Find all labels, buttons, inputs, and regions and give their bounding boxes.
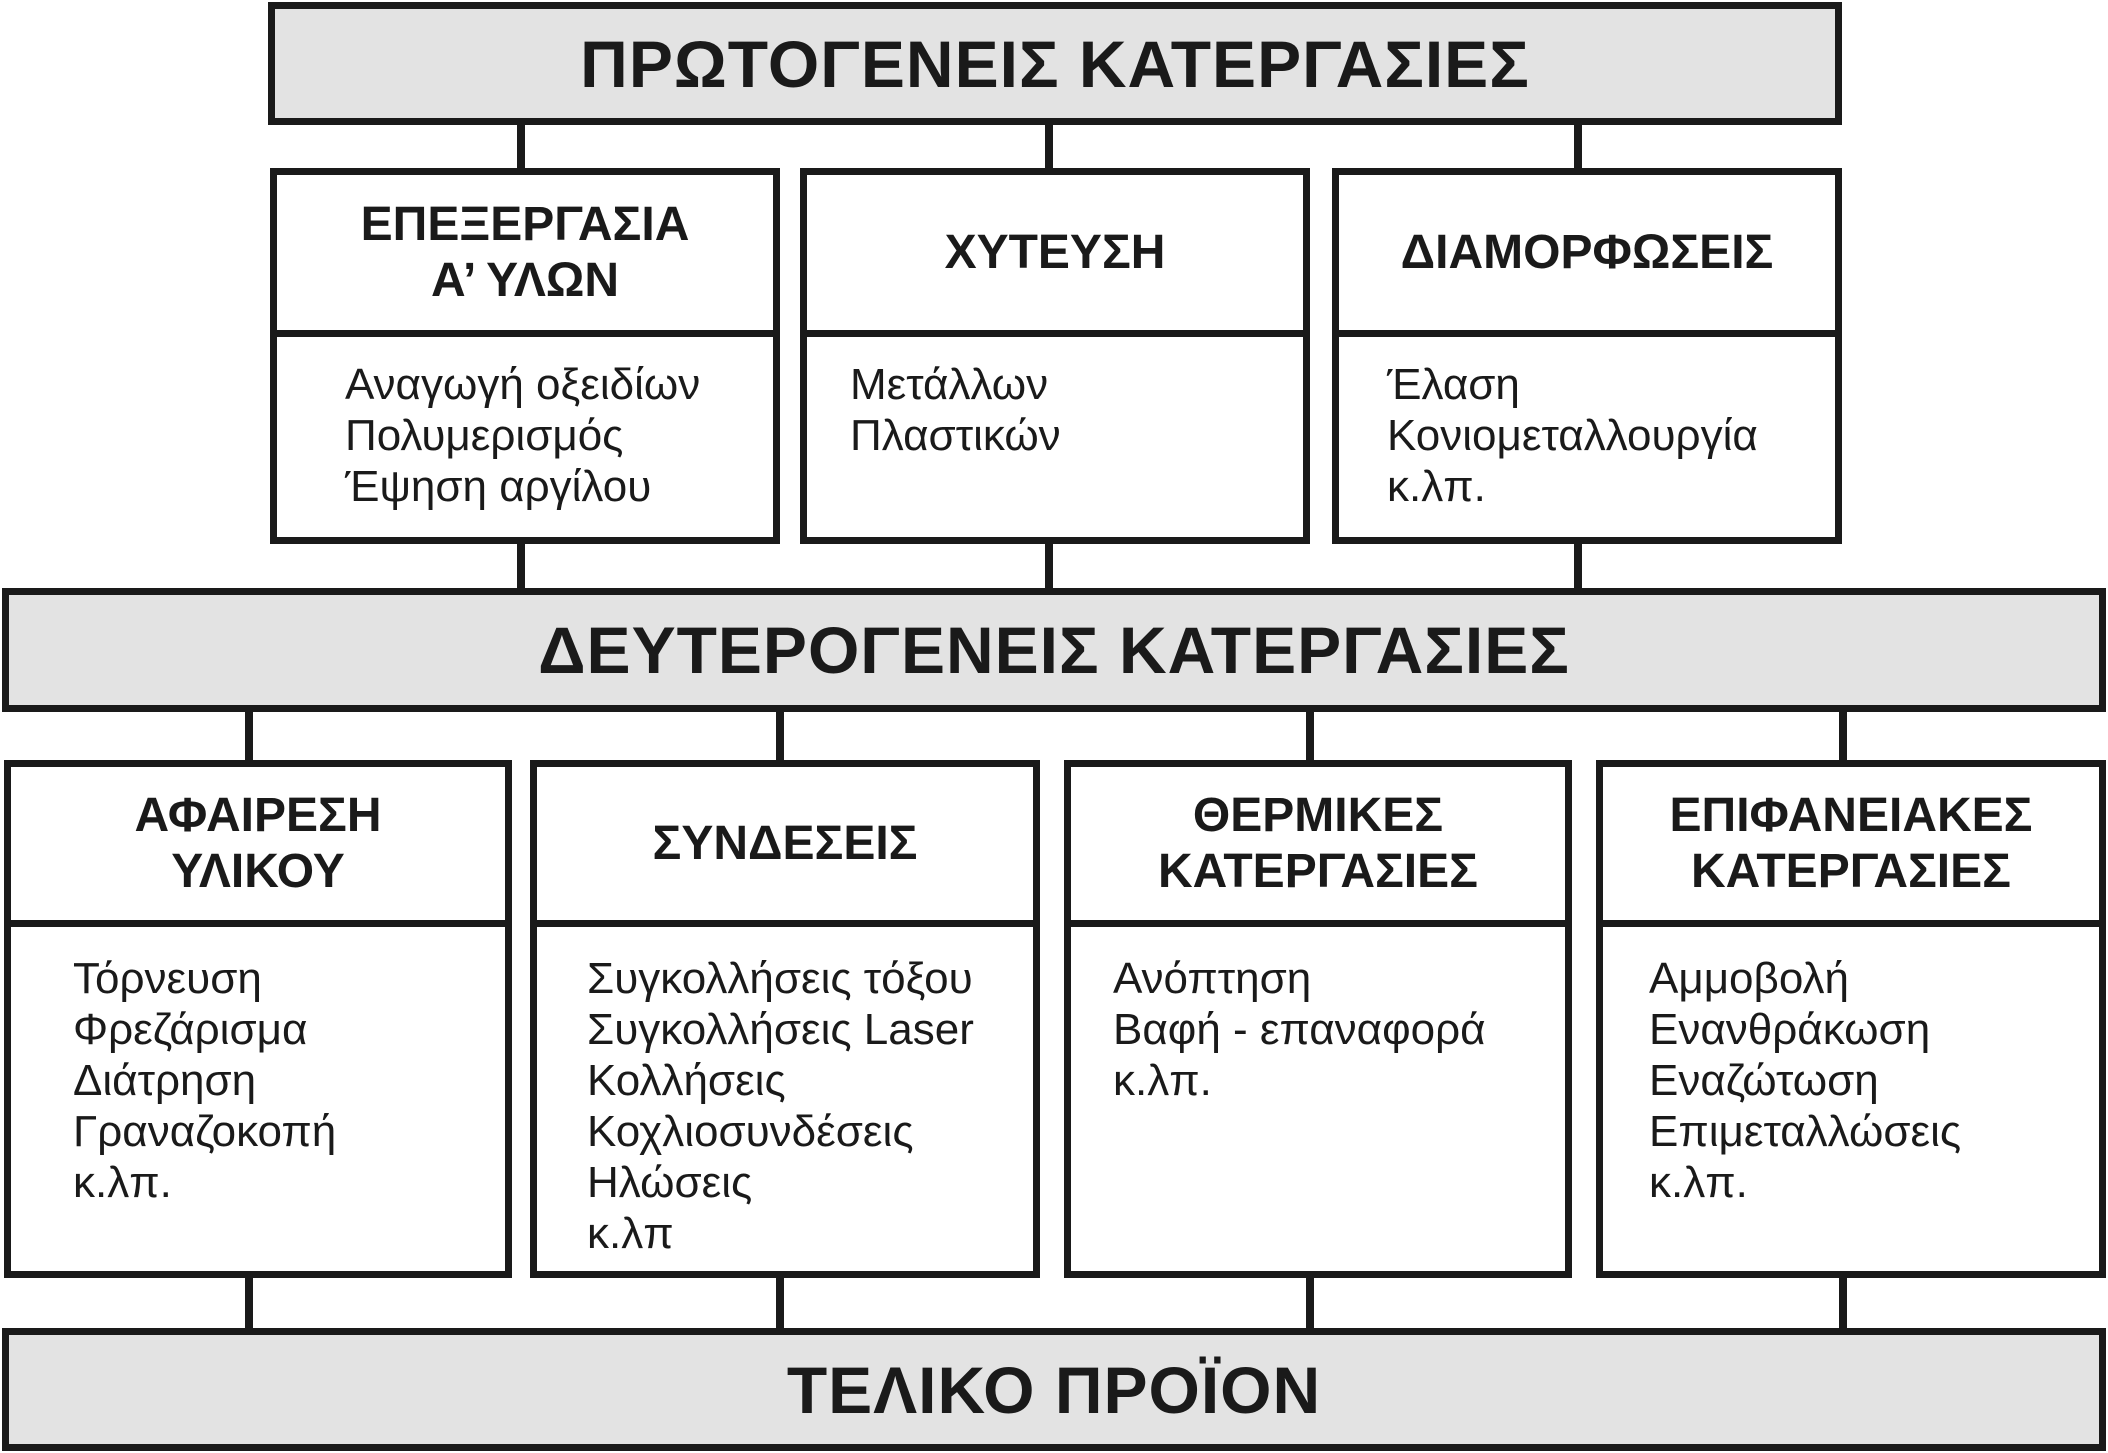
list-item: Επιμεταλλώσεις (1649, 1107, 1962, 1156)
list-item: Εναζώτωση (1649, 1056, 1879, 1105)
box-material-removal (4, 760, 512, 1278)
list-item: Έλαση (1387, 360, 1520, 409)
primary-processes-bar (268, 2, 1842, 125)
secondary-processes-title: ΔΕΥΤΕΡΟΓΕΝΕΙΣ ΚΑΤΕΡΓΑΣΙΕΣ (538, 613, 1570, 687)
box-casting (800, 168, 1310, 544)
connector-final-2 (776, 1274, 784, 1332)
list-item: Κοχλιοσυνδέσεις (587, 1107, 914, 1156)
list-item: Συγκολλήσεις τόξου (587, 954, 973, 1003)
box-items (807, 337, 1303, 537)
connector-secondary-3 (1306, 708, 1314, 764)
final-product-bar (2, 1328, 2106, 1451)
connector-primary-2 (1045, 120, 1053, 170)
final-product-title: ΤΕΛΙΚΟ ΠΡΟΪΟΝ (786, 1352, 1322, 1427)
list-item: Ενανθράκωση (1649, 1005, 1931, 1054)
box-items (277, 337, 773, 537)
list-item: Μετάλλων (850, 360, 1049, 409)
connector-final-3 (1306, 1274, 1314, 1332)
box-raw-material-processing (270, 168, 780, 544)
box-heading: ΕΠΙΦΑΝΕΙΑΚΕΣ ΚΑΤΕΡΓΑΣΙΕΣ (1603, 767, 2099, 927)
box-heat-treatment (1064, 760, 1572, 1278)
list-item: κ.λπ. (1113, 1056, 1212, 1105)
connector-secondary-4 (1839, 708, 1847, 764)
connector-final-4 (1839, 1274, 1847, 1332)
box-heading: ΧΥΤΕΥΣΗ (807, 175, 1303, 337)
list-item: κ.λπ (587, 1209, 674, 1258)
list-item: κ.λπ. (73, 1158, 172, 1207)
list-item: Φρεζάρισμα (73, 1005, 308, 1054)
secondary-processes-bar (2, 588, 2106, 712)
primary-processes-title: ΠΡΩΤΟΓΕΝΕΙΣ ΚΑΤΕΡΓΑΣΙΕΣ (580, 26, 1530, 101)
list-item: Ηλώσεις (587, 1158, 753, 1207)
box-items (537, 927, 1033, 1271)
connector-secondary-1 (245, 708, 253, 764)
box-surface-treatment (1596, 760, 2106, 1278)
box-forming (1332, 168, 1842, 544)
list-item: Γραναζοκοπή (73, 1107, 337, 1156)
list-item: Έψηση αργίλου (345, 462, 652, 511)
list-item: κ.λπ. (1649, 1158, 1748, 1207)
box-heading: ΣΥΝΔΕΣΕΙΣ (537, 767, 1033, 927)
box-heading: ΔΙΑΜΟΡΦΩΣΕΙΣ (1339, 175, 1835, 337)
box-heading: ΕΠΕΞΕΡΓΑΣΙΑ Α’ ΥΛΩΝ (277, 175, 773, 337)
list-item: Τόρνευση (73, 954, 262, 1003)
connector-primary-3 (1574, 120, 1582, 170)
connector-secondary-2 (776, 708, 784, 764)
list-item: Ανόπτηση (1113, 954, 1312, 1003)
list-item: Πλαστικών (850, 411, 1061, 460)
box-items (1603, 927, 2099, 1271)
list-item: Συγκολλήσεις Laser (587, 1005, 974, 1054)
box-heading: ΘΕΡΜΙΚΕΣ ΚΑΤΕΡΓΑΣΙΕΣ (1071, 767, 1565, 927)
box-items (1339, 337, 1835, 537)
list-item: κ.λπ. (1387, 462, 1486, 511)
list-item: Διάτρηση (73, 1056, 257, 1105)
connector-primary-down-3 (1574, 540, 1582, 590)
connector-primary-down-1 (517, 540, 525, 590)
box-items (11, 927, 505, 1271)
box-joining (530, 760, 1040, 1278)
list-item: Αμμοβολή (1649, 954, 1849, 1003)
connector-final-1 (245, 1274, 253, 1332)
list-item: Κονιομεταλλουργία (1387, 411, 1758, 460)
list-item: Αναγωγή οξειδίων (345, 360, 701, 409)
list-item: Βαφή - επαναφορά (1113, 1005, 1486, 1054)
connector-primary-down-2 (1045, 540, 1053, 590)
connector-primary-1 (517, 120, 525, 170)
list-item: Κολλήσεις (587, 1056, 786, 1105)
box-items (1071, 927, 1565, 1271)
list-item: Πολυμερισμός (345, 411, 624, 460)
box-heading: ΑΦΑΙΡΕΣΗ ΥΛΙΚΟΥ (11, 767, 505, 927)
